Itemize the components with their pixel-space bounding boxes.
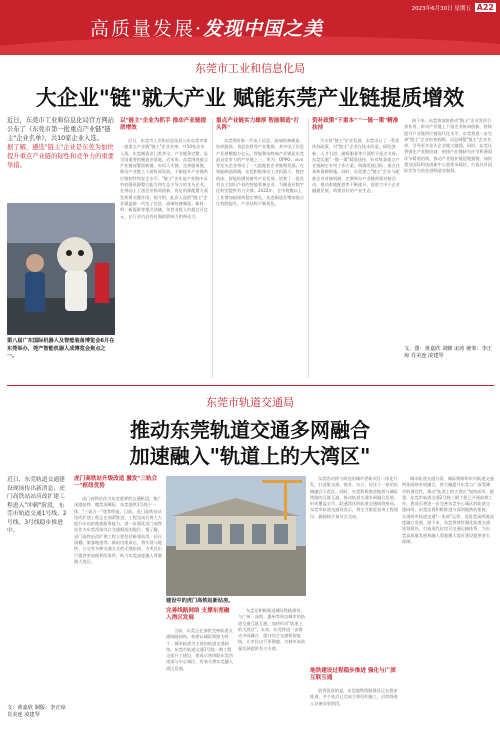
article1-col2-subhead: 重点产业链实力雄厚 智能制造"打头阵": [216, 118, 300, 131]
article2-headline-line2: 加速融入"轨道上的大湾区": [129, 444, 371, 468]
page-number: A22: [476, 3, 494, 12]
article2-photo-caption: 建设中的虎门高铁站新站房。: [166, 598, 234, 604]
article2-lead: 近日，东莞轨道交通建设现场传出新消息，虎门高铁站站房改扩建工程进入"冲刺"阶段，东莞市轨道交通1号线、2号线、3号线稳步推进中。: [7, 477, 67, 534]
article2-col1-subhead: 虎门高铁站升级改造 激发"三轨合一"枢纽优势: [74, 476, 158, 489]
article1-col4-text: 接下来，东莞将加快推动"链主"企业发挥引领作用，带动产业链上下游企业协同创新，持续提升产业链供应链现代化水平。东莞将进一步完善"链主"企业培育机制，动态调整"链主"企业名单，引导更多龙头企业做大做强。同时，东莞还将强化产业链招商，围绕产业链缺失环节和薄弱环节精准招商，推动产业链补链延链强链，加快建设国际科技创新中心重要承载区，打造具有国际竞争力的先进制造业集群。: [404, 118, 492, 174]
article2-col1-text: 虎门高铁站作为东莞重要的交通枢纽，集广深港高铁、穗莞深城际、东莞地铁1号线于一体，"三轨合一"优势明显。目前，虎门高铁站站房改扩建工程正在加紧推进，工程完成后将大大提升车站的旅客服务能力，进一步强化虎门高铁站作为东莞西部综合交通枢纽的地位。据了解，虎门高铁站改扩建工程主要包括新建站房、站台雨棚、旅客地道等。新站房建成后，将实现与地铁、公交等多种交通方式的无缝衔接，为市民出行提供更加便利的条件，助力东莞深度融入粤港澳大湾区。: [74, 496, 162, 564]
article1-headline: 大企业"链"就大产业 赋能东莞产业链提质增效: [35, 86, 465, 110]
section-subtitle: 发现中国之美: [203, 18, 324, 40]
issue-date: 2023年6月30日 星期五: [411, 6, 471, 12]
column-divider: [308, 118, 309, 378]
article2-headline-line1: 推动东莞轨道交通多网融合: [130, 418, 370, 442]
page-info: [412, 3, 496, 12]
article1-lead-p2: 据了解，遴选"链主"企业是东莞为加快提升重点产业链的韧性和竞争力的重要举措。: [7, 144, 115, 169]
article1-col3-text: 为支持"链主"企业发展，东莞出台了一系列扶持政策，对"链主"企业在技术改造、研发创新、人才引进、融资服务等方面给予重点支持。东莞实施"一链一策"精准扶持，针对每条重点产业链制定专项工作方案，明确发展目标、重点任务和保障措施。同时，东莞建立"链主"企业与配套企业对接机制，定期举办产业链供需对接活动，推动本地配套率不断提升，促进大中小企业融通发展，构建良好的产业生态。: [312, 138, 400, 194]
article2-col2-text: 当前，东莞正在加快完善轨道交通线路网络，构建以城际铁路为骨干、城市轨道为主体的轨道交通网络。东莞市轨道交通1号线一期工程全线开工建设，建成后将串联东莞西南部与中心城区，有效支撑东莞融入湾区发展。: [166, 628, 234, 671]
article2-col2b-text: 东莞还积极推进城际铁路建设，与广州、深圳、惠州等周边城市的轨道交通互联互通，加快形成"轨道上的大湾区"。未来，东莞将进一步推动多网融合，提升综合交通枢纽能级，让市民出行更便捷，为城市高质量发展提供有力支撑。: [238, 608, 306, 651]
article1-col2-text: 东莞拥有新一代电子信息、高端装备制造、纺织服装、食品饮料等产业集群，其中电子信息产业规模超万亿元。智能移动终端产业链是东莞最具竞争力的产业链之一，华为、OPPO、vivo等龙头企业带动了一大批配套企业集聚发展。在智能制造领域，东莞积极推动工业机器人、数控机床、智能检测装备等产业发展，培育了一批具有自主知识产权的智能装备企业，为制造业数字化转型提供有力支撑。2022年，全市规模以上工业增加值保持稳定增长，先进制造业增加值占比持续提升，产业结构不断优化。: [216, 138, 304, 206]
article1-lead: [7, 116, 115, 170]
article2-col2-subhead: 完善线路网络 支撑东莞融入湾区发展: [166, 608, 230, 621]
article2-col4-text: 城市轨道交通方面，城际铁路和市内轨道交通两张网络有机融合，将大幅提升东莞与广深等城市的通达性，推动"轨道上的大湾区"加快成形。据悉，东莞市轨道交通2号线三期工程已开展前期工作，建成后将进一步完善东莞中心城区的轨道交通网络。东莞还将积极推进与深圳地铁的衔接，实现两市轨道交通"一张网"运营，促进莞深两地深度融合发展。接下来，东莞将持续强化轨道交通规划建设，打造现代化综合交通运输体系，为东莞高质量发展和融入粤港澳大湾区建设提供坚实保障。: [402, 476, 494, 544]
article1-col3-subhead: 资补政策"下重本" "一链一策"精准扶持: [312, 118, 399, 131]
station-construction-image: [166, 476, 306, 596]
article1-col1-subhead: 以"链主"企业为抓手 推动产业链提质增效: [120, 118, 207, 131]
article2-kicker: 东莞市轨道交通局: [206, 396, 294, 409]
robot-expo-photo: [7, 203, 115, 335]
article2-byline: 文：黄嘉欣 制版：李正琼 肖美连 凌建琴: [7, 705, 66, 718]
column-divider: [212, 118, 213, 378]
article2-col3b-text: 值得留意的是，东莞地铁线路建设正在稳步推进，多个站点已完成主体结构施工，后续将进入设备安装阶段。: [310, 688, 398, 706]
article1-byline: 文、图：黄嘉欣 刘麒 宋涛 统筹：李正琼 肖美连 凌建琴: [404, 346, 492, 359]
section-name: 高质量发展·: [90, 18, 204, 40]
article1-col1-text: 近日，东莞市工业和信息化局公布东莞市第一批重点产业链"链主"企业名单，共10家企业入选。东莞制造业门类齐全、产业链条完整，是全国重要的制造业基地。近年来，东莞围绕重点产业链部署创新链、布局人才链、完善服务链，推动产业链上下游协同发展，不断提升产业链供应链韧性和安全水平。"链主"企业是产业链中具有较强资源整合能力和生态主导力的龙头企业，在带动上下游企业协同创新、优化资源配置方面发挥着关键作用。据介绍，此次入选的"链主"企业涵盖新一代电子信息、高端装备制造、新材料、新能源等重点领域，年营业收入均超过百亿元，在行业内具有较强的影响力和带动力。: [120, 138, 208, 219]
article1-lead-p1: 近日，东莞市工业和信息化局官方网站公布了《东莞市第一批重点产业链"链主"企业名单》，共10家企业入选。: [7, 117, 115, 142]
station-construction-photo: [166, 476, 306, 596]
section-title: [90, 14, 323, 41]
robot-expo-image: [7, 203, 115, 335]
article2-col3-subhead: 地铁建设过程稳步推进 强化与广深互联互通: [310, 668, 396, 681]
article2-col3-text: 东莞西站将与周边的城市更新项目一体化开发，打造集交通、商业、办公、居住于一体的站城融合示范区。同时，东莞积极推进地铁与城际铁路的互联互通，推动轨道交通多网融合发展，形成覆盖全市、联通湾区的轨道交通网络格局。东莞市轨道交通局表示，将全力推进各项工程建设，确保按计划节点完成。: [310, 476, 398, 519]
article1-kicker: 东莞市工业和信息化局: [195, 62, 305, 75]
masthead-banner: [0, 0, 500, 55]
article1-photo-caption: 第八届广东国际机器人及智能装备博览会6月在东莞举办，莞产智能机器人成博览会焦点之一。: [7, 338, 115, 359]
article-separator: [7, 385, 494, 386]
